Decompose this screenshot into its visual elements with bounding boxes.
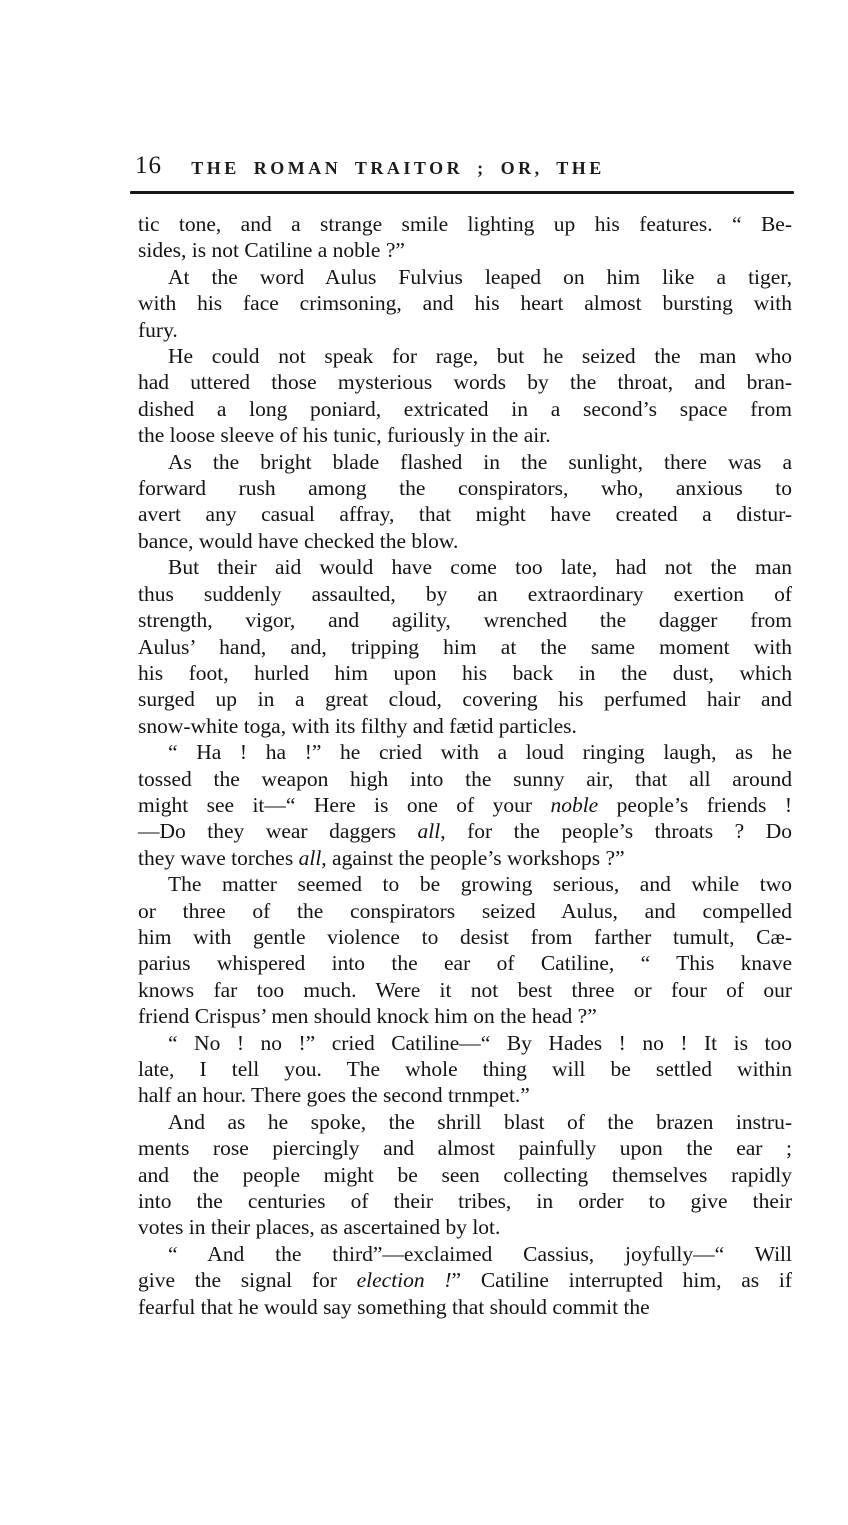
paragraph — [138, 1241, 792, 1320]
paragraph — [138, 871, 792, 1029]
text-segment: votes in their places, as ascertained by lot. — [138, 1215, 501, 1240]
text-segment: , against the people’s workshops ?” — [321, 845, 625, 870]
text-segment: As the bright blade flashed in the sunlight, there was a — [168, 449, 792, 474]
text-segment: the loose sleeve of his tunic, furiously in the air. — [138, 423, 551, 448]
text-segment: fury. — [138, 317, 178, 342]
text-segment: they wave torches — [138, 845, 299, 870]
text-segment: his foot, hurled him upon his back in the dust, which — [138, 660, 792, 685]
text-line — [138, 237, 792, 263]
text-segment: And as he spoke, the shrill blast of the brazen instru- — [168, 1109, 792, 1134]
paragraph — [138, 1030, 792, 1109]
text-line — [138, 264, 792, 290]
text-segment: But their aid would have come too late, had not the man — [168, 555, 792, 580]
text-segment: dished a long poniard, extricated in a second’s space from — [138, 396, 792, 421]
paragraph — [138, 343, 792, 449]
text-line — [138, 1030, 792, 1056]
text-line — [138, 369, 792, 395]
text-line — [138, 581, 792, 607]
text-line — [138, 766, 792, 792]
text-line — [138, 528, 792, 554]
text-segment: forward rush among the conspirators, who, anxious to — [138, 476, 792, 501]
paragraph — [138, 554, 792, 739]
italic-text: all — [298, 845, 322, 870]
text-line — [138, 1003, 792, 1029]
text-line — [138, 634, 792, 660]
text-segment: friend Crispus’ men should knock him on the head ?” — [138, 1004, 597, 1029]
text-segment: He could not speak for rage, but he seized the man who — [168, 344, 792, 369]
text-line — [138, 1188, 792, 1214]
text-line — [138, 977, 792, 1003]
text-segment: surged up in a great cloud, covering his perfumed hair and — [138, 687, 792, 712]
text-segment: or three of the conspirators seized Aulus, and compelled — [138, 898, 792, 923]
text-line — [138, 1294, 792, 1320]
text-segment: Aulus’ hand, and, tripping him at the same moment with — [138, 634, 792, 659]
text-segment: knows far too much. Were it not best three or four of our — [138, 977, 792, 1002]
text-line — [138, 845, 792, 871]
text-line — [138, 1135, 792, 1161]
text-segment: him with gentle violence to desist from farther tumult, Cæ- — [138, 924, 792, 949]
text-segment: sides, is not Catiline a noble ?” — [138, 238, 405, 263]
text-segment: ments rose piercingly and almost painfully upon the ear ; — [138, 1136, 792, 1161]
page-number: 16 — [135, 152, 162, 179]
text-line — [138, 924, 792, 950]
paragraph — [138, 449, 792, 555]
text-line — [138, 449, 792, 475]
text-segment: parius whispered into the ear of Catiline, “ This knave — [138, 951, 792, 976]
paragraph — [138, 211, 792, 264]
running-title: THE ROMAN TRAITOR ; OR, THE — [191, 158, 605, 178]
text-segment: give the signal for — [138, 1268, 357, 1293]
text-segment: , for the people’s throats ? Do — [440, 819, 792, 844]
italic-text: election ! — [356, 1268, 452, 1293]
italic-text: all — [417, 819, 441, 844]
text-segment: ” Catiline interrupted him, as if — [451, 1268, 792, 1293]
text-segment: —Do they wear daggers — [138, 819, 418, 844]
text-segment: had uttered those mysterious words by the throat, and bran- — [138, 370, 792, 395]
text-line — [138, 686, 792, 712]
text-line — [138, 422, 792, 448]
text-line — [138, 818, 792, 844]
text-line — [138, 607, 792, 633]
text-segment: might see it—“ Here is one of your — [138, 792, 551, 817]
text-line — [138, 396, 792, 422]
text-segment: into the centuries of their tribes, in order to give their — [138, 1189, 792, 1214]
text-line — [138, 211, 792, 237]
paragraph — [138, 739, 792, 871]
text-line — [138, 343, 792, 369]
text-segment: “ Ha ! ha !” he cried with a loud ringing laugh, as he — [168, 740, 792, 765]
text-segment: snow-white toga, with its filthy and fætid particles. — [138, 713, 577, 738]
text-line — [138, 501, 792, 527]
text-line — [138, 1056, 792, 1082]
text-segment: and the people might be seen collecting themselves rapidly — [138, 1162, 792, 1187]
text-line — [138, 713, 792, 739]
text-segment: tic tone, and a strange smile lighting up his features. “ Be- — [138, 212, 792, 236]
text-segment: with his face crimsoning, and his heart almost bursting with — [138, 291, 792, 316]
text-line — [138, 739, 792, 765]
text-line — [138, 898, 792, 924]
text-segment: avert any casual affray, that might have created a distur- — [138, 502, 792, 527]
text-segment: strength, vigor, and agility, wrenched the dagger from — [138, 608, 792, 633]
text-segment: half an hour. There goes the second trnmpet.” — [138, 1083, 530, 1108]
text-line — [138, 290, 792, 316]
text-line — [138, 554, 792, 580]
text-segment: “ And the third”—exclaimed Cassius, joyfully—“ Will — [168, 1241, 792, 1266]
italic-text: noble — [550, 792, 599, 817]
text-line — [138, 792, 792, 818]
text-line — [138, 1214, 792, 1240]
text-line — [138, 1109, 792, 1135]
text-segment: thus suddenly assaulted, by an extraordinary exertion of — [138, 581, 792, 606]
text-segment: At the word Aulus Fulvius leaped on him like a tiger, — [168, 264, 792, 289]
text-line — [138, 1241, 792, 1267]
paragraph — [138, 264, 792, 343]
paragraph — [138, 1109, 792, 1241]
page-text — [138, 211, 792, 1320]
text-line — [138, 317, 792, 343]
header-rule — [130, 191, 794, 194]
text-line — [138, 871, 792, 897]
text-segment: people’s friends ! — [598, 792, 793, 817]
text-line — [138, 660, 792, 686]
text-segment: late, I tell you. The whole thing will be settled within — [138, 1057, 792, 1081]
text-line — [138, 1162, 792, 1188]
text-segment: The matter seemed to be growing serious, and while two — [168, 872, 792, 897]
text-segment: “ No ! no !” cried Catiline—“ By Hades ! no ! It is too — [168, 1030, 792, 1055]
text-line — [138, 1082, 792, 1108]
text-line — [138, 475, 792, 501]
text-segment: fearful that he would say something that should commit the — [138, 1294, 650, 1319]
text-line — [138, 1267, 792, 1293]
text-segment: bance, would have checked the blow. — [138, 528, 459, 553]
text-line — [138, 950, 792, 976]
text-segment: tossed the weapon high into the sunny air, that all around — [138, 766, 792, 791]
